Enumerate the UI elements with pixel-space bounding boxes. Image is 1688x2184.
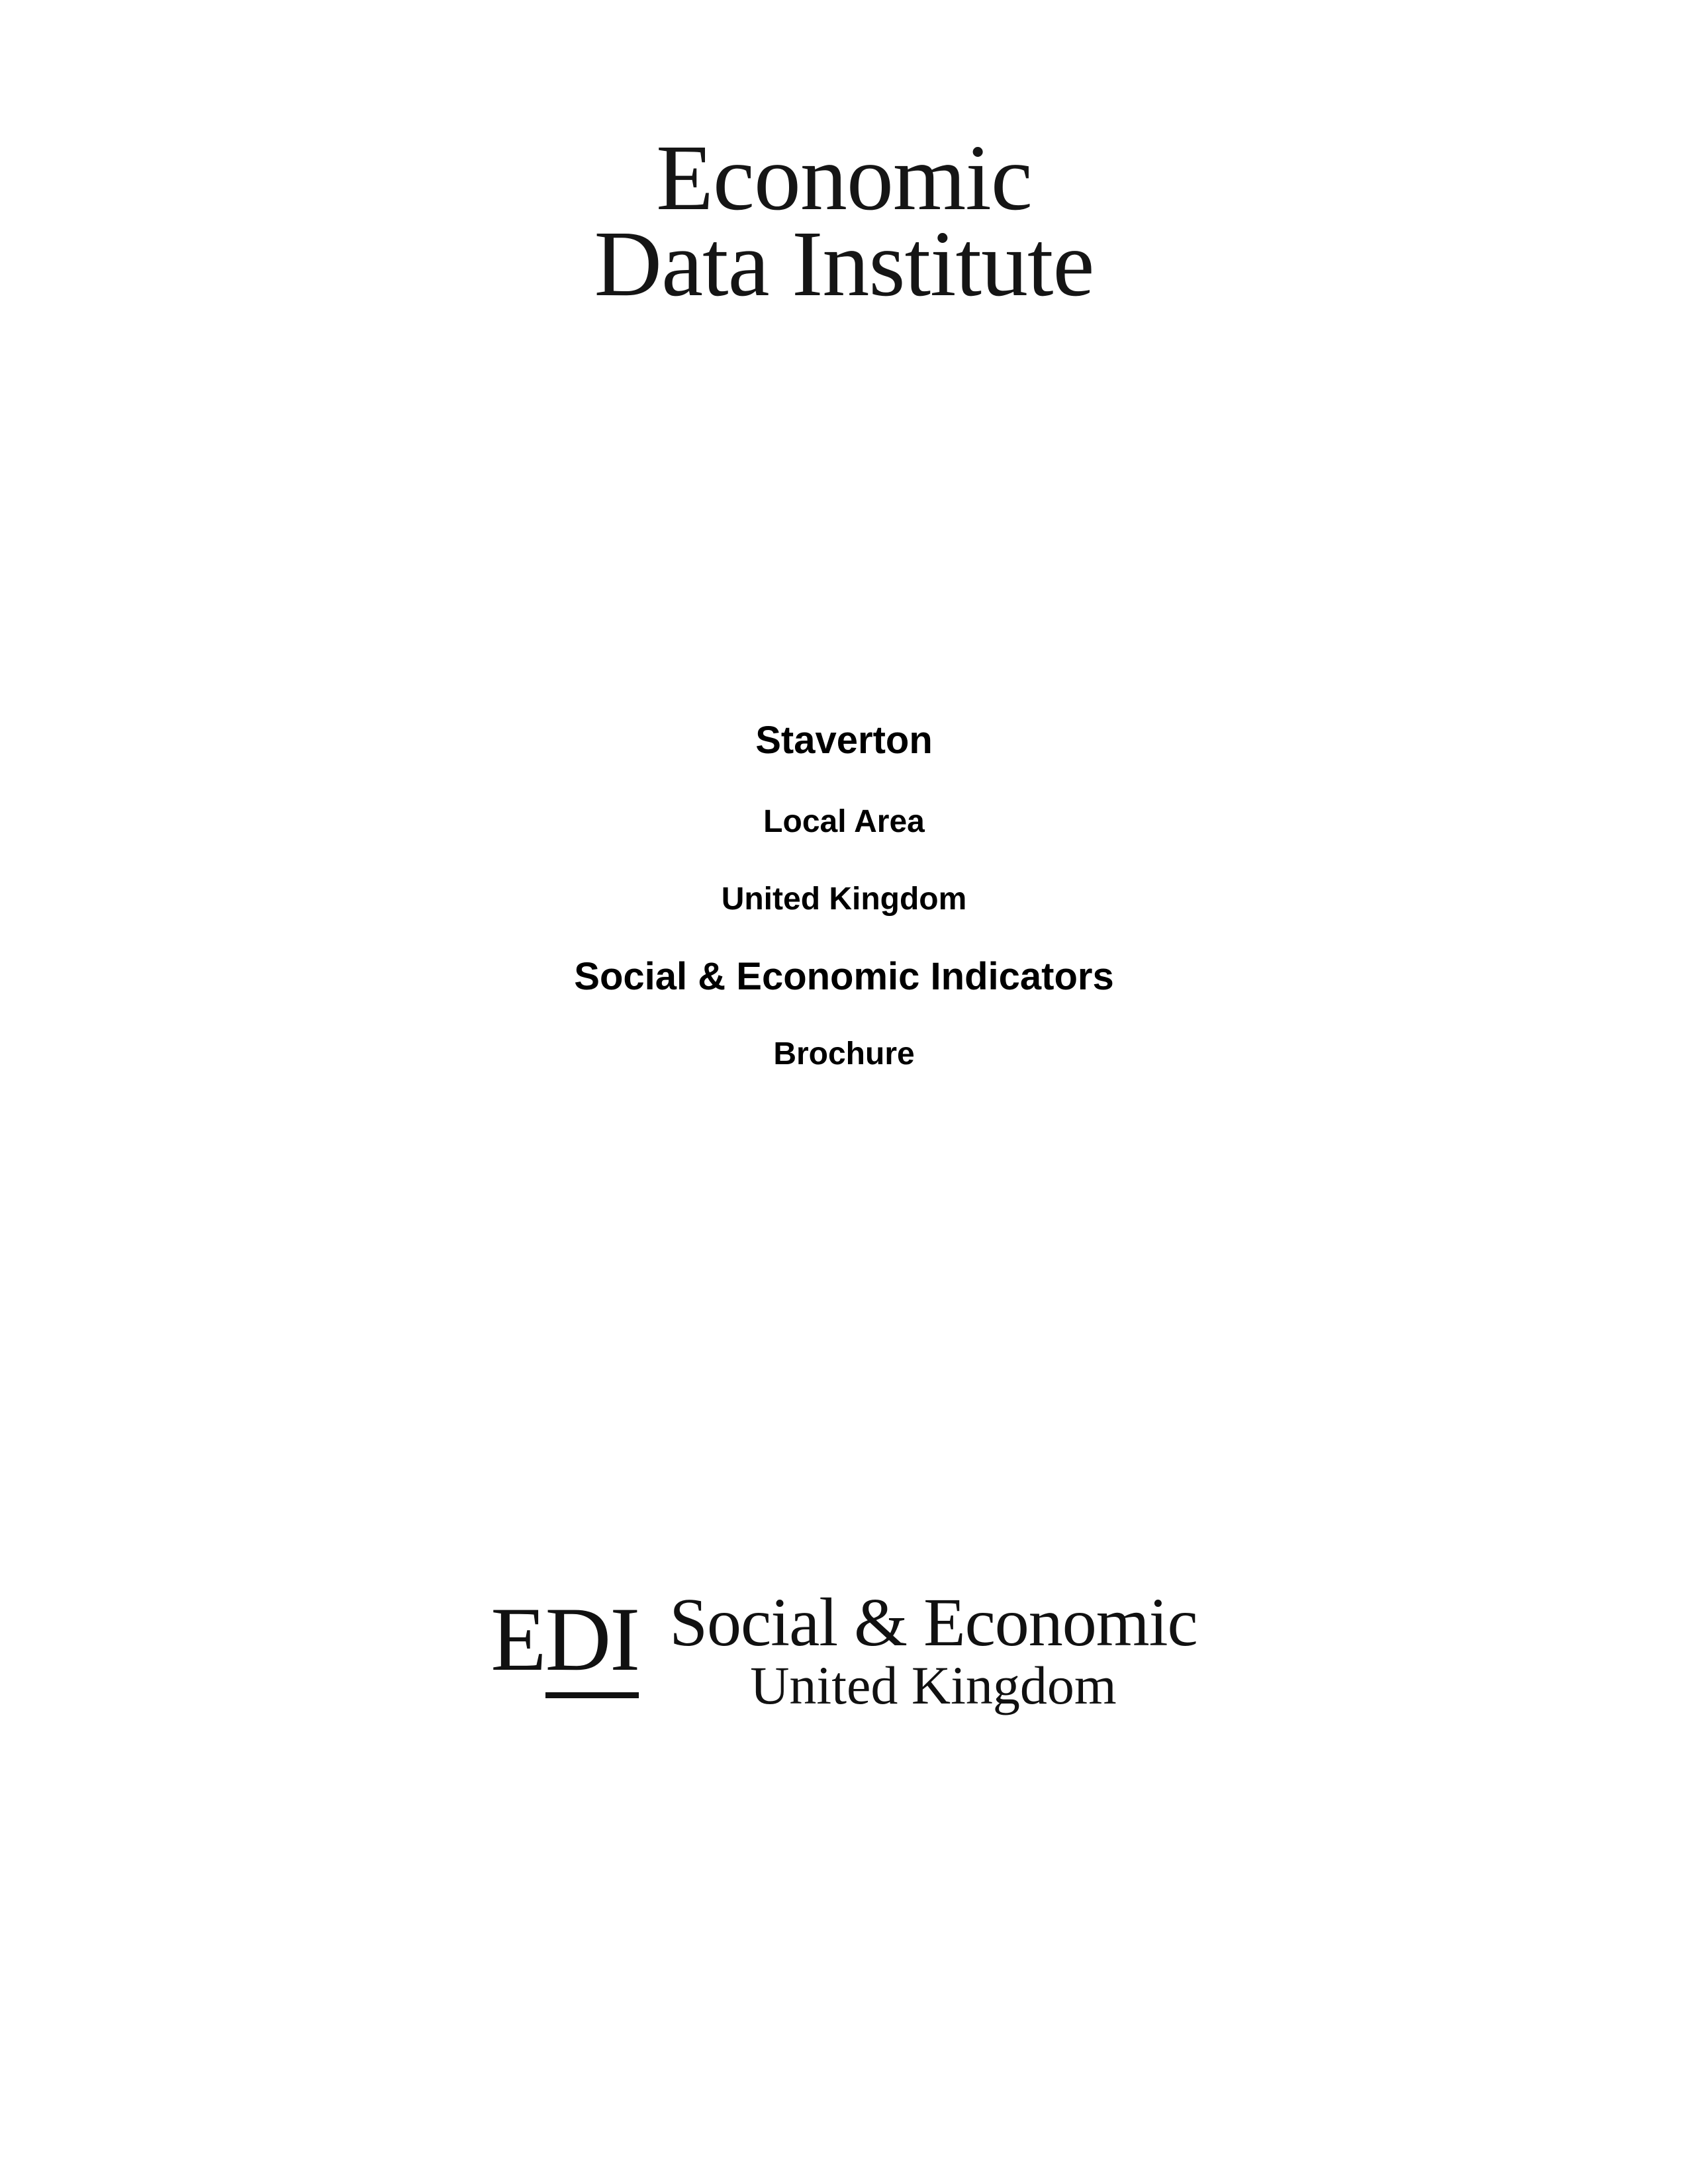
publisher-logo xyxy=(0,125,1688,316)
country-name: United Kingdom xyxy=(721,882,967,917)
edi-acronym-di: DI xyxy=(545,1588,639,1698)
edi-tagline-line-1: Social & Economic xyxy=(669,1584,1197,1661)
edi-footer-logo xyxy=(0,1584,1688,1715)
publisher-logo-line-2: Data Institute xyxy=(594,210,1094,316)
edi-tagline-line-2: United Kingdom xyxy=(750,1655,1117,1715)
edi-acronym-e: E xyxy=(491,1588,545,1690)
publisher-logo-line-1: Economic xyxy=(656,125,1032,230)
area-name: Staverton xyxy=(755,719,933,762)
edi-tagline xyxy=(669,1584,1197,1715)
report-subject: Social & Economic Indicators xyxy=(574,955,1114,998)
edi-acronym xyxy=(491,1588,639,1692)
cover-title-block xyxy=(0,718,1688,1072)
area-type: Local Area xyxy=(763,804,925,839)
document-type: Brochure xyxy=(773,1036,915,1071)
